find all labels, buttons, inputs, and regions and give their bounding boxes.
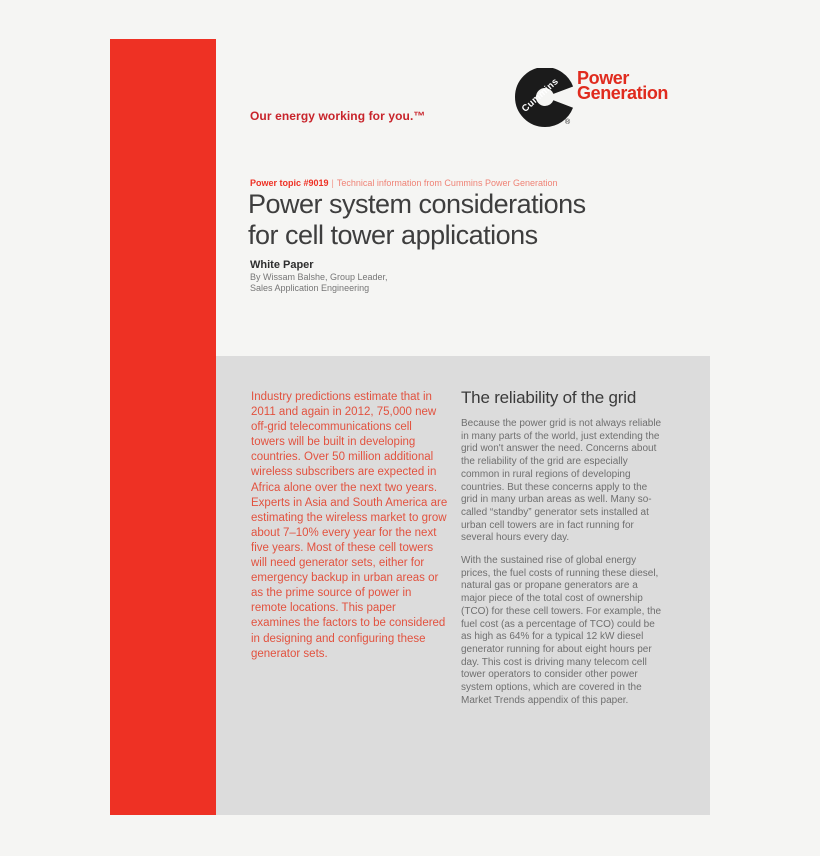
brand-name-line1: Power xyxy=(577,68,630,88)
brand-tagline: Our energy working for you.™ xyxy=(250,109,426,123)
grid-paragraph-2: With the sustained rise of global energy prices, the fuel costs of running these diesel, natural gas or propane generators are a major piece of the total cost of ownership (TCO) for these cell towers. For example, the fuel cost (as a percentage of TCO) could be as high as 64% for a typical 12 kW diesel generator running for about eight hours per day. This cost is driving many telecom cell tower operators to consider other power system options, which are covered in the Market Trends appendix of this paper. xyxy=(461,555,662,706)
topic-line xyxy=(250,178,557,188)
topic-info: Technical information from Cummins Power Generation xyxy=(336,178,558,188)
brand-name xyxy=(577,68,669,103)
registered-mark: ® xyxy=(565,119,571,126)
page-title-line2: for cell tower applications xyxy=(248,220,538,250)
section-heading: The reliability of the grid xyxy=(461,388,637,407)
page-title-line1: Power system considerations xyxy=(248,189,586,219)
cummins-c-icon xyxy=(514,68,576,128)
doc-type-label: White Paper xyxy=(250,259,314,271)
byline-line1: By Wissam Balshe, Group Leader, xyxy=(250,272,388,282)
red-accent-bar xyxy=(110,39,216,815)
cummins-logo xyxy=(514,68,576,128)
topic-label: Power topic #9019 xyxy=(250,178,329,188)
byline xyxy=(250,272,388,293)
grid-paragraph-1: Because the power grid is not always reliable in many parts of the world, just extending the grid won't answer the need. Concerns about the reliability of the grid are especially common in rural regions of developing countries. But these concerns apply to the grid in many urban areas as well. Many so-called “standby” generator sets installed at urban cell towers are in fact running for several hours every day. xyxy=(461,418,662,544)
page-title xyxy=(248,189,586,251)
logo-wordmark: Cummins xyxy=(519,76,561,115)
byline-line2: Sales Application Engineering xyxy=(250,282,370,293)
intro-paragraph: Industry predictions estimate that in 2011 and again in 2012, 75,000 new off-grid telecommunications cell towers will be built in developing countries. Over 50 million additional wireless subscribers are expected in Africa alone over the next two years. Experts in Asia and South America are estimating the wireless market to grow about 7–10% every year for the next five years. Most of these cell towers will need generator sets, either for emergency backup in urban areas or as the prime source of power in remote locations. This paper examines the factors to be considered in designing and configuring these generator sets. xyxy=(251,391,448,660)
topic-separator: | xyxy=(331,178,334,188)
brand-name-line2: Generation xyxy=(577,83,669,103)
grid-reliability-section xyxy=(461,388,665,717)
